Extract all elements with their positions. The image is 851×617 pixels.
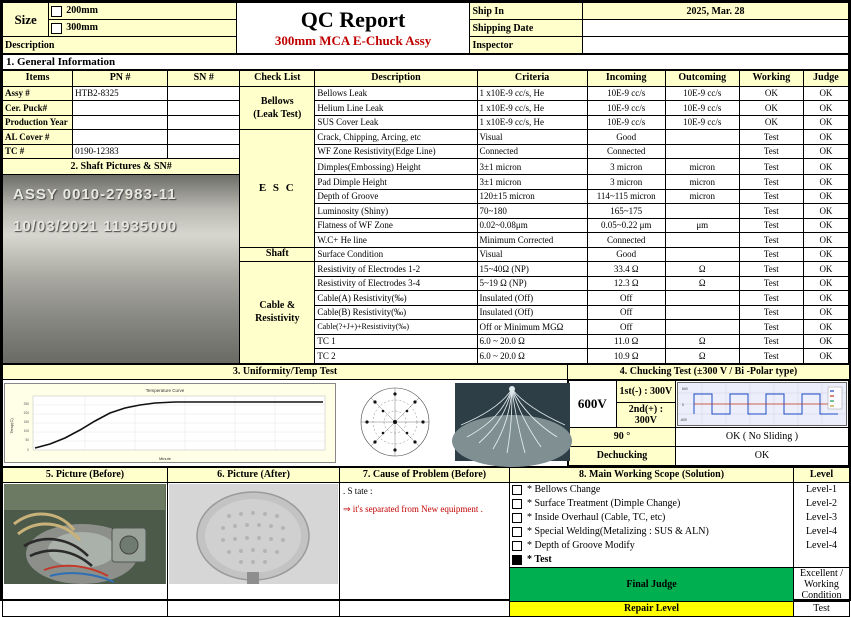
table-row bbox=[3, 159, 849, 175]
row-criteria: 6.0 ~ 20.0 Ω bbox=[477, 349, 587, 364]
row-description: Dimples(Embossing) Height bbox=[315, 159, 477, 175]
row-working[interactable]: Test bbox=[739, 305, 803, 320]
report-title: QC Report bbox=[300, 7, 406, 32]
row-description: Resistivity of Electrodes 1-2 bbox=[315, 262, 477, 277]
scope-item[interactable] bbox=[510, 553, 793, 567]
row-judge[interactable]: OK bbox=[803, 115, 848, 130]
row-incoming[interactable]: Good bbox=[587, 130, 665, 145]
col-pn: PN # bbox=[73, 70, 168, 86]
row-working[interactable]: Test bbox=[739, 320, 803, 335]
col-outcoming: Outcoming bbox=[665, 70, 739, 86]
scope-checkbox-surface-treatment[interactable] bbox=[512, 499, 522, 509]
item-name: Production Year bbox=[3, 115, 73, 130]
col-criteria: Criteria bbox=[477, 70, 587, 86]
row-incoming[interactable]: 10E-9 cc/s bbox=[587, 101, 665, 116]
table-row bbox=[3, 86, 849, 101]
row-description: SUS Cover Leak bbox=[315, 115, 477, 130]
row-criteria: Insulated (Off) bbox=[477, 305, 587, 320]
item-name: Assy # bbox=[3, 86, 73, 101]
row-judge[interactable]: OK bbox=[803, 349, 848, 364]
report-header bbox=[2, 2, 849, 54]
item-name: TC # bbox=[3, 144, 73, 159]
item-pn[interactable]: 0190-12383 bbox=[73, 144, 168, 159]
row-outcoming[interactable]: Ω bbox=[665, 349, 739, 364]
col-description: Description bbox=[315, 70, 477, 86]
temperature-curve-chart bbox=[4, 383, 336, 463]
row-incoming[interactable]: 12.3 Ω bbox=[587, 276, 665, 291]
shipping-date-value[interactable] bbox=[582, 20, 848, 37]
row-incoming[interactable]: 3 micron bbox=[587, 175, 665, 190]
repair-level-label: Repair Level bbox=[510, 601, 794, 616]
scope-label: * Surface Treatment (Dimple Change) bbox=[527, 498, 681, 509]
ship-in-label: Ship In bbox=[470, 3, 582, 20]
shaft-photo-text-line2: 10/03/2021 11935000 bbox=[13, 218, 178, 235]
shaft-photo bbox=[3, 175, 239, 363]
size-option-200mm[interactable] bbox=[49, 3, 236, 20]
row-incoming[interactable]: 114~115 micron bbox=[587, 189, 665, 204]
row-description: W.C+ He line bbox=[315, 233, 477, 248]
row-incoming[interactable]: Off bbox=[587, 305, 665, 320]
table-column-headers bbox=[3, 70, 849, 86]
row-incoming[interactable]: 10E-9 cc/s bbox=[587, 115, 665, 130]
row-judge[interactable]: OK bbox=[803, 159, 848, 175]
row-outcoming[interactable]: 10E-9 cc/s bbox=[665, 86, 739, 101]
row-working[interactable]: OK bbox=[739, 101, 803, 116]
section8-title: 8. Main Working Scope (Solution) bbox=[510, 467, 794, 482]
row-judge[interactable]: OK bbox=[803, 320, 848, 335]
chucking-angle-result: OK ( No Sliding ) bbox=[676, 427, 849, 446]
picture-after-svg bbox=[169, 484, 337, 584]
item-pn[interactable] bbox=[73, 101, 168, 116]
section5-title: 5. Picture (Before) bbox=[3, 467, 168, 482]
svg-text:100: 100 bbox=[23, 428, 29, 433]
section7-title: 7. Cause of Problem (Before) bbox=[340, 467, 510, 482]
row-criteria: 1 x10E-9 cc/s, He bbox=[477, 115, 587, 130]
item-pn[interactable]: HTB2-8325 bbox=[73, 86, 168, 101]
row-criteria: 3±1 micron bbox=[477, 159, 587, 175]
shaft-photo-surface bbox=[3, 175, 239, 363]
row-criteria: 3±1 micron bbox=[477, 175, 587, 190]
picture-before-svg bbox=[4, 484, 165, 584]
row-working[interactable]: OK bbox=[739, 115, 803, 130]
row-judge[interactable]: OK bbox=[803, 101, 848, 116]
working-scope-list bbox=[510, 483, 793, 567]
row-judge[interactable]: OK bbox=[803, 144, 848, 159]
table-row bbox=[3, 130, 849, 145]
checklist-group-bellows: Bellows (Leak Test) bbox=[240, 86, 315, 130]
row-outcoming[interactable]: Ω bbox=[665, 262, 739, 277]
picture-after bbox=[169, 484, 338, 584]
col-working: Working bbox=[739, 70, 803, 86]
row-outcoming[interactable] bbox=[665, 247, 739, 262]
scope-item[interactable] bbox=[510, 497, 793, 511]
row-criteria: Visual bbox=[477, 247, 587, 262]
scope-checkbox-depth-of-groove[interactable] bbox=[512, 541, 522, 551]
row-incoming[interactable]: 33.4 Ω bbox=[587, 262, 665, 277]
row-criteria: 0.02~0.08μm bbox=[477, 218, 587, 233]
row-judge[interactable]: OK bbox=[803, 175, 848, 190]
title-block bbox=[236, 3, 470, 54]
row-criteria: 15~40Ω (NP) bbox=[477, 262, 587, 277]
row-description: Pad Dimple Height bbox=[315, 175, 477, 190]
row-description: Luminosity (Shiny) bbox=[315, 204, 477, 219]
scope-item[interactable] bbox=[510, 539, 793, 553]
row-working[interactable]: OK bbox=[739, 86, 803, 101]
shaft-photo-text-line1: ASSY 0010-27983-11 bbox=[13, 186, 177, 203]
chucking-scope-cell bbox=[676, 380, 849, 427]
shaft-photo-cell bbox=[3, 175, 240, 364]
row-working[interactable]: Test bbox=[739, 189, 803, 204]
svg-text:50: 50 bbox=[25, 437, 29, 442]
scope-checkbox-inside-overhaul[interactable] bbox=[512, 513, 522, 523]
svg-text:0: 0 bbox=[27, 447, 29, 452]
checkbox-300mm[interactable] bbox=[51, 23, 62, 34]
svg-text:200: 200 bbox=[23, 410, 29, 415]
row-description: WF Zone Resistivity(Edge Line) bbox=[315, 144, 477, 159]
report-subtitle: 300mm MCA E-Chuck Assy bbox=[274, 33, 432, 48]
row-outcoming[interactable]: μm bbox=[665, 218, 739, 233]
row-description: Crack, Chipping, Arcing, etc bbox=[315, 130, 477, 145]
row-judge[interactable]: OK bbox=[803, 189, 848, 204]
row-description: Depth of Groove bbox=[315, 189, 477, 204]
row-incoming[interactable]: Good bbox=[587, 247, 665, 262]
row-working[interactable]: Test bbox=[739, 159, 803, 175]
picture-before bbox=[4, 484, 166, 584]
state-note: ⇒ it's separated from New equipment . bbox=[343, 503, 483, 514]
svg-text:150: 150 bbox=[23, 419, 29, 424]
row-judge[interactable]: OK bbox=[803, 204, 848, 219]
row-description: Cable(A) Resistivity(‰) bbox=[315, 291, 477, 306]
item-sn[interactable] bbox=[168, 144, 240, 159]
wiring-photo bbox=[455, 383, 570, 461]
item-sn[interactable] bbox=[168, 130, 240, 145]
section1-title-bar bbox=[2, 54, 849, 70]
dechucking-result: OK bbox=[676, 446, 849, 465]
inspector-label: Inspector bbox=[470, 37, 582, 54]
row-outcoming[interactable]: micron bbox=[665, 189, 739, 204]
row-judge[interactable]: OK bbox=[803, 247, 848, 262]
row-description: Cable(B) Resistivity(‰) bbox=[315, 305, 477, 320]
row-working[interactable]: Test bbox=[739, 349, 803, 364]
chucking-voltage: 600V bbox=[569, 380, 617, 427]
row-outcoming[interactable] bbox=[665, 130, 739, 145]
row-judge[interactable]: OK bbox=[803, 233, 848, 248]
section1-title: 1. General Information bbox=[3, 55, 849, 70]
general-information-table bbox=[2, 70, 849, 364]
row-judge[interactable]: OK bbox=[803, 130, 848, 145]
item-sn[interactable] bbox=[168, 115, 240, 130]
scope-label: * Special Welding(Metalizing : SUS & ALN) bbox=[527, 526, 709, 537]
section7-content[interactable] bbox=[340, 482, 510, 616]
scope-checkbox-test[interactable] bbox=[512, 555, 522, 565]
row-incoming[interactable]: 0.05~0.22 μm bbox=[587, 218, 665, 233]
row-outcoming[interactable] bbox=[665, 144, 739, 159]
chucking-stage1-label: 1st(-) : 300V bbox=[616, 380, 675, 403]
row-working[interactable]: Test bbox=[739, 262, 803, 277]
row-description: Flatness of WF Zone bbox=[315, 218, 477, 233]
row-judge[interactable]: OK bbox=[803, 334, 848, 349]
row-description: Cable(?+J+)+Resistivity(‰) bbox=[315, 320, 477, 335]
row-outcoming[interactable]: micron bbox=[665, 175, 739, 190]
table-row bbox=[3, 115, 849, 130]
section3-4-table bbox=[2, 364, 850, 467]
row-description: Bellows Leak bbox=[315, 86, 477, 101]
row-working[interactable]: Test bbox=[739, 175, 803, 190]
checklist-group-shaft: Shaft bbox=[240, 247, 315, 262]
checklist-group-cable-resistivity: Cable & Resistivity bbox=[240, 262, 315, 364]
item-sn[interactable] bbox=[168, 86, 240, 101]
row-criteria: Visual bbox=[477, 130, 587, 145]
section6-content bbox=[168, 482, 340, 616]
section6-title: 6. Picture (After) bbox=[168, 467, 340, 482]
row-criteria: Minimum Corrected bbox=[477, 233, 587, 248]
item-pn[interactable] bbox=[73, 115, 168, 130]
row-incoming[interactable]: Off bbox=[587, 291, 665, 306]
temp-chart-svg bbox=[5, 384, 335, 462]
scope-label: * Bellows Change bbox=[527, 484, 601, 495]
row-incoming[interactable]: Off bbox=[587, 320, 665, 335]
section4-content bbox=[568, 379, 850, 466]
row-working[interactable]: Test bbox=[739, 233, 803, 248]
item-pn[interactable] bbox=[73, 130, 168, 145]
svg-text:-600: -600 bbox=[680, 417, 687, 422]
row-incoming[interactable]: 10.9 Ω bbox=[587, 349, 665, 364]
row-incoming[interactable]: 165~175 bbox=[587, 204, 665, 219]
scope-label: * Depth of Groove Modify bbox=[527, 540, 635, 551]
row-outcoming[interactable] bbox=[665, 305, 739, 320]
row-criteria: 1 x10E-9 cc/s, He bbox=[477, 101, 587, 116]
scope-item[interactable] bbox=[510, 483, 793, 497]
row-judge[interactable]: OK bbox=[803, 291, 848, 306]
level-value bbox=[794, 553, 849, 567]
table-row bbox=[3, 175, 849, 190]
wiring-photo-svg bbox=[455, 383, 570, 461]
svg-text:0: 0 bbox=[682, 402, 684, 407]
size-option-200mm-label: 200mm bbox=[66, 5, 98, 17]
row-outcoming[interactable]: 10E-9 cc/s bbox=[665, 115, 739, 130]
row-outcoming[interactable] bbox=[665, 204, 739, 219]
row-working[interactable]: Test bbox=[739, 334, 803, 349]
section8-content bbox=[510, 482, 794, 567]
row-outcoming[interactable] bbox=[665, 291, 739, 306]
row-criteria: 1 x10E-9 cc/s, He bbox=[477, 86, 587, 101]
size-option-300mm-label: 300mm bbox=[66, 22, 98, 34]
row-working[interactable]: Test bbox=[739, 204, 803, 219]
section5-content bbox=[3, 482, 168, 616]
chucking-stage2-label: 2nd(+) : 300V bbox=[616, 403, 675, 427]
row-outcoming[interactable]: micron bbox=[665, 159, 739, 175]
dechucking-label: Dechucking bbox=[569, 446, 676, 465]
row-judge[interactable]: OK bbox=[803, 262, 848, 277]
size-option-300mm[interactable] bbox=[49, 20, 236, 37]
row-incoming[interactable]: 11.0 Ω bbox=[587, 334, 665, 349]
svg-text:Temperature Curve: Temperature Curve bbox=[145, 387, 185, 393]
shaft-section-title: 2. Shaft Pictures & SN# bbox=[3, 159, 240, 175]
section4-title: 4. Chucking Test (±300 V / Bi -Polar type) bbox=[568, 364, 850, 379]
ship-in-value[interactable]: 2025, Mar. 28 bbox=[582, 3, 848, 20]
description-label: Description bbox=[3, 37, 237, 54]
scope-label: * Inside Overhaul (Cable, TC, etc) bbox=[527, 512, 666, 523]
final-judge-value[interactable]: Excellent / Working Condition bbox=[794, 567, 850, 601]
row-outcoming[interactable]: 10E-9 cc/s bbox=[665, 101, 739, 116]
level-value: Level-1 bbox=[805, 484, 838, 495]
row-working[interactable]: Test bbox=[739, 247, 803, 262]
chucking-test-table bbox=[568, 380, 849, 466]
scope-item[interactable] bbox=[510, 511, 793, 525]
section8-level-header: Level bbox=[794, 467, 850, 482]
final-judge-label: Final Judge bbox=[510, 567, 794, 601]
level-value: Level-4 bbox=[805, 540, 838, 551]
row-criteria: 120±15 micron bbox=[477, 189, 587, 204]
scope-checkbox-special-welding[interactable] bbox=[512, 527, 522, 537]
col-incoming: Incoming bbox=[587, 70, 665, 86]
checkbox-200mm[interactable] bbox=[51, 6, 62, 17]
row-description: TC 2 bbox=[315, 349, 477, 364]
row-description: TC 1 bbox=[315, 334, 477, 349]
checklist-group-esc: E S C bbox=[240, 130, 315, 248]
row-outcoming[interactable]: Ω bbox=[665, 276, 739, 291]
oscilloscope-screen bbox=[677, 382, 847, 426]
col-judge: Judge bbox=[803, 70, 848, 86]
row-outcoming[interactable] bbox=[665, 233, 739, 248]
svg-text:600: 600 bbox=[682, 386, 688, 391]
scope-label: * Test bbox=[527, 554, 552, 565]
row-judge[interactable]: OK bbox=[803, 218, 848, 233]
level-list bbox=[794, 483, 849, 567]
svg-text:250: 250 bbox=[23, 401, 29, 406]
item-name: Cer. Puck# bbox=[3, 101, 73, 116]
item-name: AL Cover # bbox=[3, 130, 73, 145]
col-checklist: Check List bbox=[240, 70, 315, 86]
row-incoming[interactable]: Connected bbox=[587, 233, 665, 248]
row-criteria: 70~180 bbox=[477, 204, 587, 219]
bottom-sections-table bbox=[2, 467, 850, 617]
size-label: Size bbox=[3, 3, 49, 37]
row-incoming[interactable]: Connected bbox=[587, 144, 665, 159]
chucking-angle-label: 90 ° bbox=[569, 427, 676, 446]
row-criteria: Connected bbox=[477, 144, 587, 159]
row-criteria: Off or Minimum MGΩ bbox=[477, 320, 587, 335]
section3-title: 3. Uniformity/Temp Test bbox=[3, 364, 568, 379]
row-working[interactable]: Test bbox=[739, 291, 803, 306]
uniformity-polar-diagram bbox=[338, 383, 453, 461]
inspector-value[interactable] bbox=[582, 37, 848, 54]
row-working[interactable]: Test bbox=[739, 130, 803, 145]
row-judge[interactable]: OK bbox=[803, 86, 848, 101]
row-judge[interactable]: OK bbox=[803, 305, 848, 320]
row-working[interactable]: Test bbox=[739, 144, 803, 159]
row-description: Resistivity of Electrodes 3-4 bbox=[315, 276, 477, 291]
level-value: Level-3 bbox=[805, 512, 838, 523]
row-outcoming[interactable]: Ω bbox=[665, 334, 739, 349]
svg-text:Minute: Minute bbox=[158, 455, 172, 461]
row-working[interactable]: Test bbox=[739, 276, 803, 291]
col-sn: SN # bbox=[168, 70, 240, 86]
scope-checkbox-bellows-change[interactable] bbox=[512, 485, 522, 495]
row-description: Helium Line Leak bbox=[315, 101, 477, 116]
table-row bbox=[3, 144, 849, 159]
row-criteria: Insulated (Off) bbox=[477, 291, 587, 306]
oscilloscope-svg bbox=[678, 383, 846, 425]
svg-text:Temp(C): Temp(C) bbox=[9, 417, 14, 434]
repair-level-value[interactable]: Test bbox=[794, 601, 850, 616]
row-description: Surface Condition bbox=[315, 247, 477, 262]
section8-levels bbox=[794, 482, 850, 567]
level-value: Level-2 bbox=[805, 498, 838, 509]
scope-item[interactable] bbox=[510, 525, 793, 539]
level-value: Level-4 bbox=[805, 526, 838, 537]
row-criteria: 6.0 ~ 20.0 Ω bbox=[477, 334, 587, 349]
row-incoming[interactable]: 3 micron bbox=[587, 159, 665, 175]
section3-content bbox=[3, 379, 568, 466]
state-label: . S tate : bbox=[343, 485, 373, 496]
row-judge[interactable]: OK bbox=[803, 276, 848, 291]
table-row bbox=[3, 101, 849, 116]
row-criteria: 5~19 Ω (NP) bbox=[477, 276, 587, 291]
row-outcoming[interactable] bbox=[665, 320, 739, 335]
row-incoming[interactable]: 10E-9 cc/s bbox=[587, 86, 665, 101]
item-sn[interactable] bbox=[168, 101, 240, 116]
polar-diagram-svg bbox=[338, 383, 453, 461]
row-working[interactable]: Test bbox=[739, 218, 803, 233]
shipping-date-label: Shipping Date bbox=[470, 20, 582, 37]
col-items: Items bbox=[3, 70, 73, 86]
